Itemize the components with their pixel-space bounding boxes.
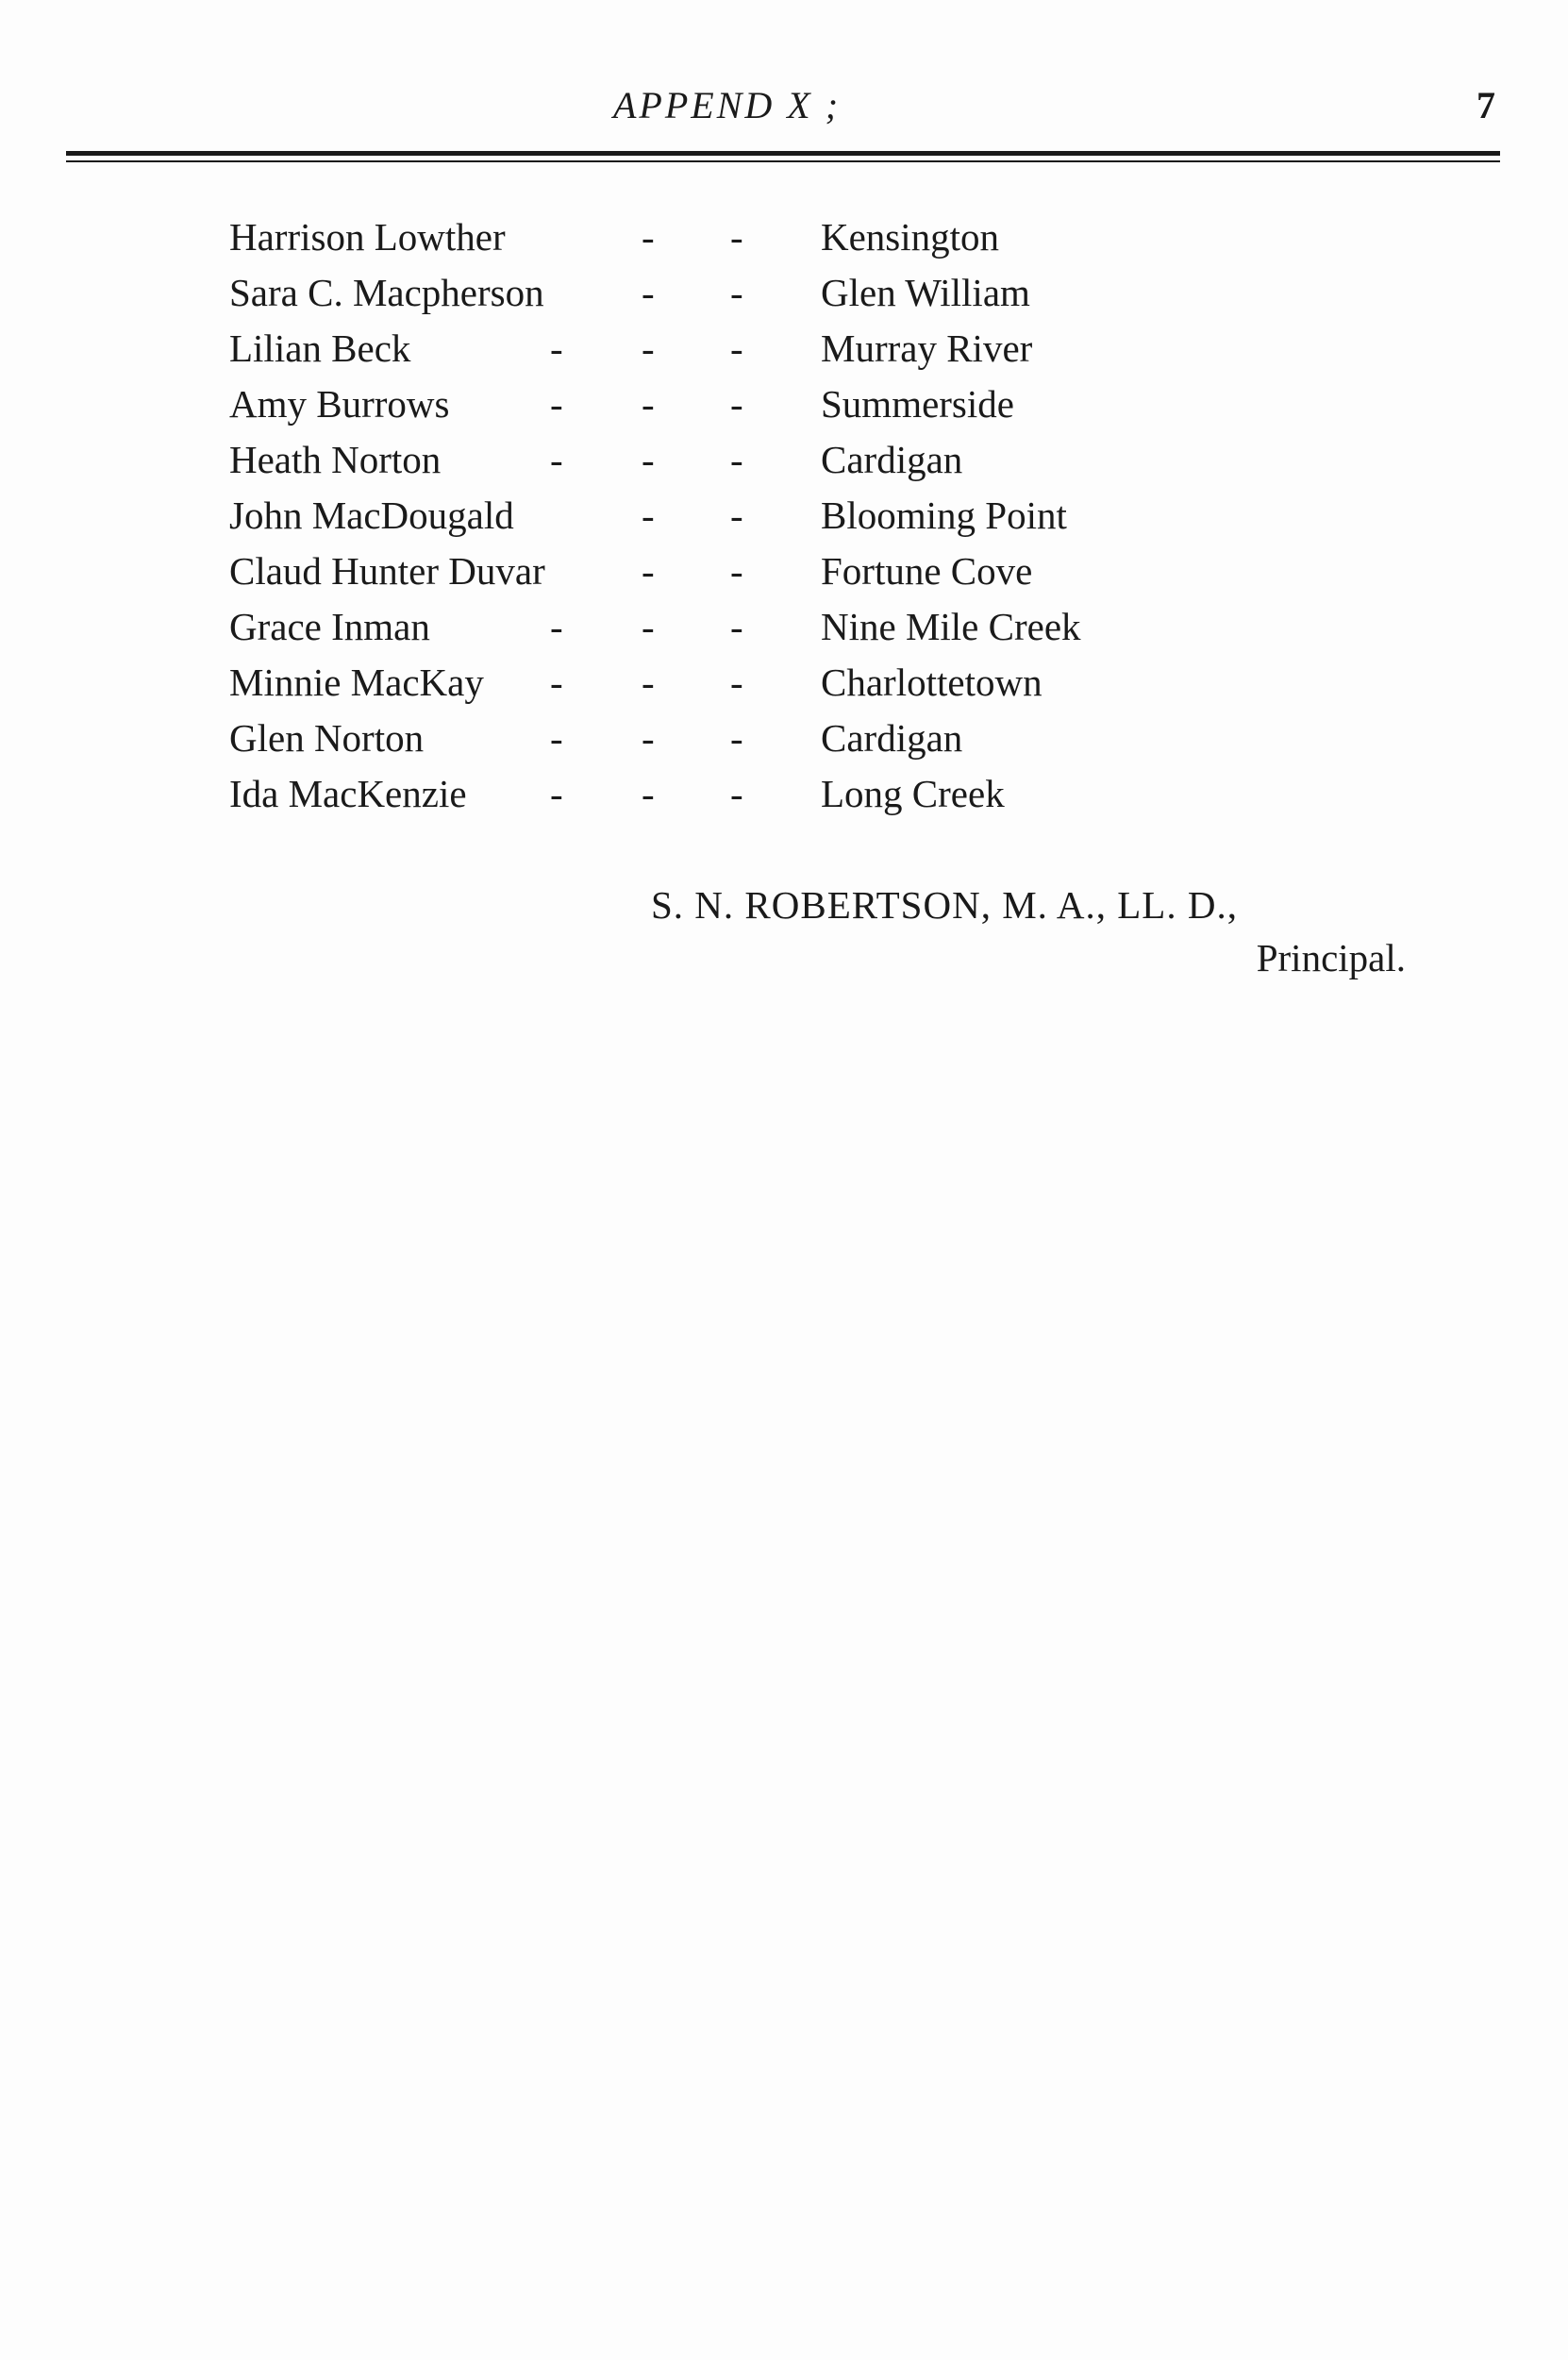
leader-dash: - [730, 772, 743, 815]
roster-row [229, 544, 1267, 599]
leader-dash: - [642, 438, 655, 481]
leader-dash: - [642, 215, 655, 259]
student-place: Blooming Point [821, 494, 1067, 537]
student-name: Ida MacKenzie [229, 772, 467, 815]
student-name: Claud Hunter Duvar [229, 549, 545, 593]
student-place: Glen William [821, 271, 1030, 314]
student-name: Glen Norton [229, 716, 425, 760]
leader-dash: - [550, 605, 563, 648]
header-rule-thin [66, 160, 1500, 162]
leader-dash: - [730, 215, 743, 259]
leader-dash: - [642, 772, 655, 815]
signature-block [651, 882, 1425, 980]
leader-dash: - [550, 438, 563, 481]
leader-dash: - [642, 326, 655, 370]
roster-row [229, 321, 1267, 377]
student-place: Kensington [821, 215, 1000, 259]
roster-row [229, 209, 1267, 265]
header-rule-thick [66, 151, 1500, 156]
roster-row [229, 265, 1267, 321]
student-name: Sara C. Macpherson [229, 271, 544, 314]
student-name: Grace Inman [229, 605, 430, 648]
leader-dash: - [730, 549, 743, 593]
leader-dash: - [642, 549, 655, 593]
leader-dash: - [730, 716, 743, 760]
leader-dash: - [550, 382, 563, 426]
leader-dash: - [730, 382, 743, 426]
running-head [0, 83, 1568, 140]
leader-dash: - [730, 438, 743, 481]
student-name: Lilian Beck [229, 326, 411, 370]
leader-dash: - [642, 661, 655, 704]
leader-dash: - [642, 382, 655, 426]
leader-dash: - [730, 661, 743, 704]
roster-row [229, 711, 1267, 766]
leader-dash: - [550, 326, 563, 370]
student-roster [229, 209, 1267, 822]
page-number: 7 [1476, 84, 1495, 126]
leader-dash: - [642, 271, 655, 314]
leader-dash: - [730, 271, 743, 314]
leader-dash: - [642, 605, 655, 648]
roster-row [229, 488, 1267, 544]
roster-row [229, 599, 1267, 655]
leader-dash: - [550, 716, 563, 760]
signatory-name: S. N. ROBERTSON, M. A., LL. D., [651, 883, 1238, 927]
student-place: Cardigan [821, 438, 963, 481]
student-name: Minnie MacKay [229, 661, 484, 704]
student-place: Summerside [821, 382, 1014, 426]
student-place: Charlottetown [821, 661, 1043, 704]
student-place: Cardigan [821, 716, 963, 760]
student-place: Nine Mile Creek [821, 605, 1081, 648]
student-name: John MacDougald [229, 494, 514, 537]
leader-dash: - [642, 494, 655, 537]
leader-dash: - [730, 326, 743, 370]
roster-row [229, 377, 1267, 432]
student-name: Harrison Lowther [229, 215, 506, 259]
student-place: Long Creek [821, 772, 1005, 815]
leader-dash: - [550, 661, 563, 704]
student-name: Heath Norton [229, 438, 442, 481]
signatory-title: Principal. [1256, 936, 1406, 979]
student-name: Amy Burrows [229, 382, 450, 426]
roster-row [229, 432, 1267, 488]
student-place: Murray River [821, 326, 1033, 370]
leader-dash: - [730, 605, 743, 648]
student-place: Fortune Cove [821, 549, 1033, 593]
leader-dash: - [730, 494, 743, 537]
roster-row [229, 655, 1267, 711]
running-title: APPEND X ; [613, 84, 842, 126]
leader-dash: - [550, 772, 563, 815]
leader-dash: - [642, 716, 655, 760]
roster-row [229, 766, 1267, 822]
